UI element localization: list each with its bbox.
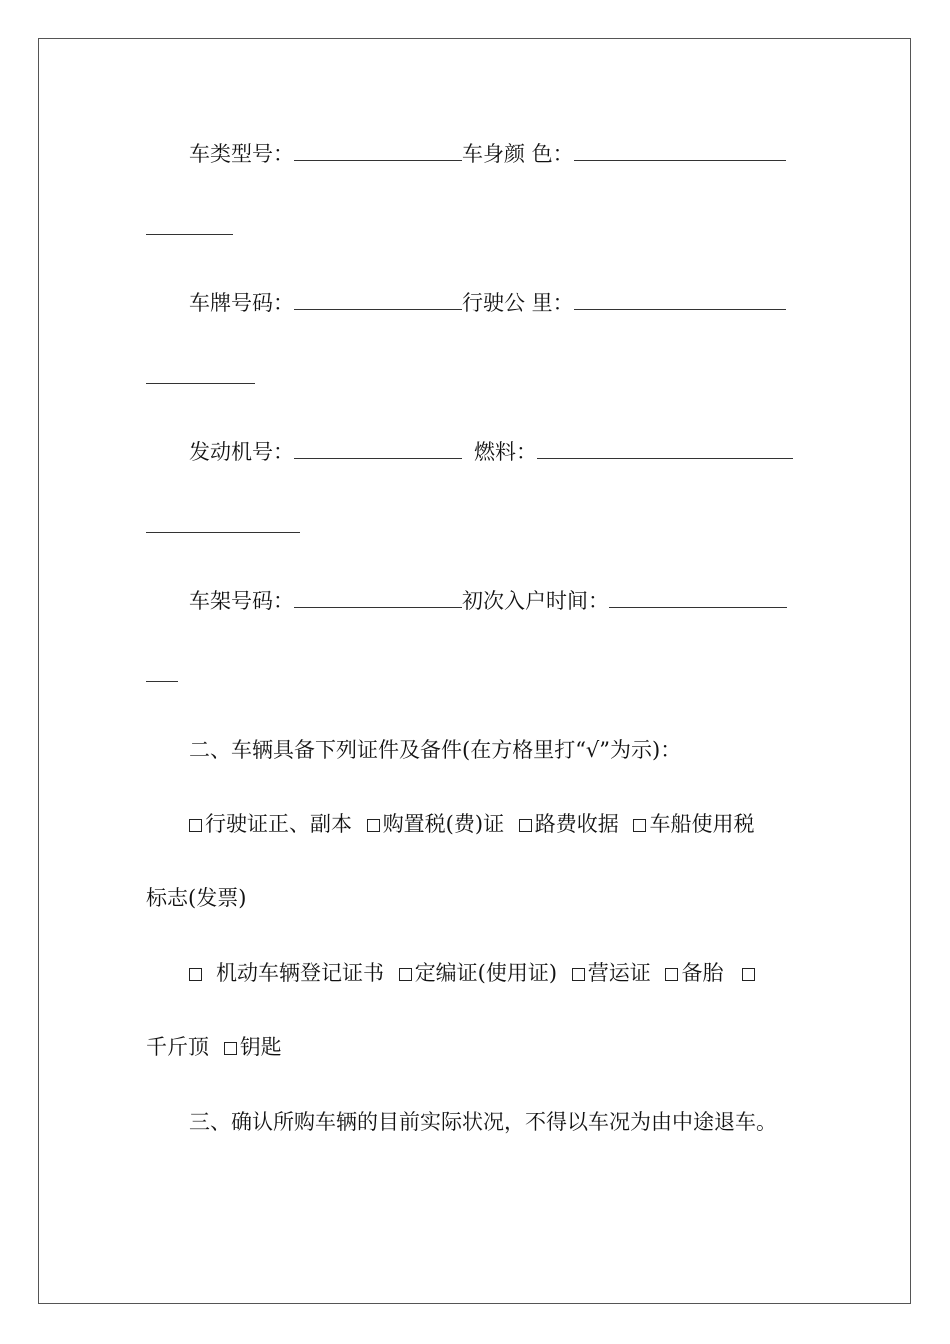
checkbox-icon[interactable] [224, 1042, 237, 1055]
mileage-blank-continued[interactable] [146, 382, 255, 384]
plate-blank[interactable] [294, 289, 462, 310]
engine-label: 发动机号： [189, 440, 294, 464]
checklist-item[interactable]: 营运证 [572, 961, 651, 985]
fuel-label: 燃料： [474, 440, 537, 464]
checklist-row-1-continued: 标志(发票) [146, 886, 247, 910]
mileage-label: 行驶公 里： [462, 291, 574, 315]
checklist-item[interactable]: 机动车辆登记证书 [189, 961, 384, 985]
plate-row [189, 289, 786, 317]
engine-blank[interactable] [294, 438, 462, 459]
vehicle-model-row [189, 140, 786, 168]
checkbox-icon[interactable] [399, 968, 412, 981]
checklist-row-2-continued [146, 1033, 282, 1061]
color-blank[interactable] [574, 140, 786, 161]
register-time-blank-continued[interactable] [146, 680, 178, 682]
register-time-label: 初次入户时间： [462, 589, 609, 613]
checkbox-icon[interactable] [665, 968, 678, 981]
section-two-heading: 二、车辆具备下列证件及备件(在方格里打“√”为示)： [189, 738, 682, 762]
checkbox-icon[interactable] [633, 819, 646, 832]
frame-row [189, 587, 787, 615]
fuel-blank[interactable] [537, 438, 793, 459]
checklist-item[interactable] [742, 961, 758, 985]
checklist-item[interactable]: 钥匙 [224, 1035, 282, 1059]
checkbox-icon[interactable] [189, 819, 202, 832]
color-blank-continued[interactable] [146, 233, 233, 235]
checkbox-icon[interactable] [519, 819, 532, 832]
jack-label: 千斤顶 [146, 1035, 209, 1059]
checklist-item[interactable]: 车船使用税 [633, 812, 754, 836]
mileage-blank[interactable] [574, 289, 786, 310]
checklist-item[interactable]: 定编证(使用证) [399, 961, 557, 985]
plate-label: 车牌号码： [189, 291, 294, 315]
checklist-row-2 [189, 959, 758, 987]
color-label: 车身颜 色： [462, 142, 574, 166]
section-three-text: 三、确认所购车辆的目前实际状况，不得以车况为由中途退车。 [189, 1110, 777, 1134]
engine-row [189, 438, 793, 466]
checklist-item[interactable]: 路费收据 [519, 812, 619, 836]
checkbox-icon[interactable] [189, 968, 202, 981]
checkbox-icon[interactable] [367, 819, 380, 832]
frame-blank[interactable] [294, 587, 462, 608]
model-blank[interactable] [294, 140, 462, 161]
checklist-item[interactable]: 购置税(费)证 [367, 812, 504, 836]
register-time-blank[interactable] [609, 587, 787, 608]
model-label: 车类型号： [189, 142, 294, 166]
checklist-item[interactable]: 行驶证正、副本 [189, 812, 352, 836]
frame-label: 车架号码： [189, 589, 294, 613]
checkbox-icon[interactable] [572, 968, 585, 981]
checkbox-icon[interactable] [742, 968, 755, 981]
fuel-blank-continued[interactable] [146, 531, 300, 533]
checklist-row-1 [189, 810, 754, 838]
checklist-item[interactable]: 备胎 [665, 961, 723, 985]
